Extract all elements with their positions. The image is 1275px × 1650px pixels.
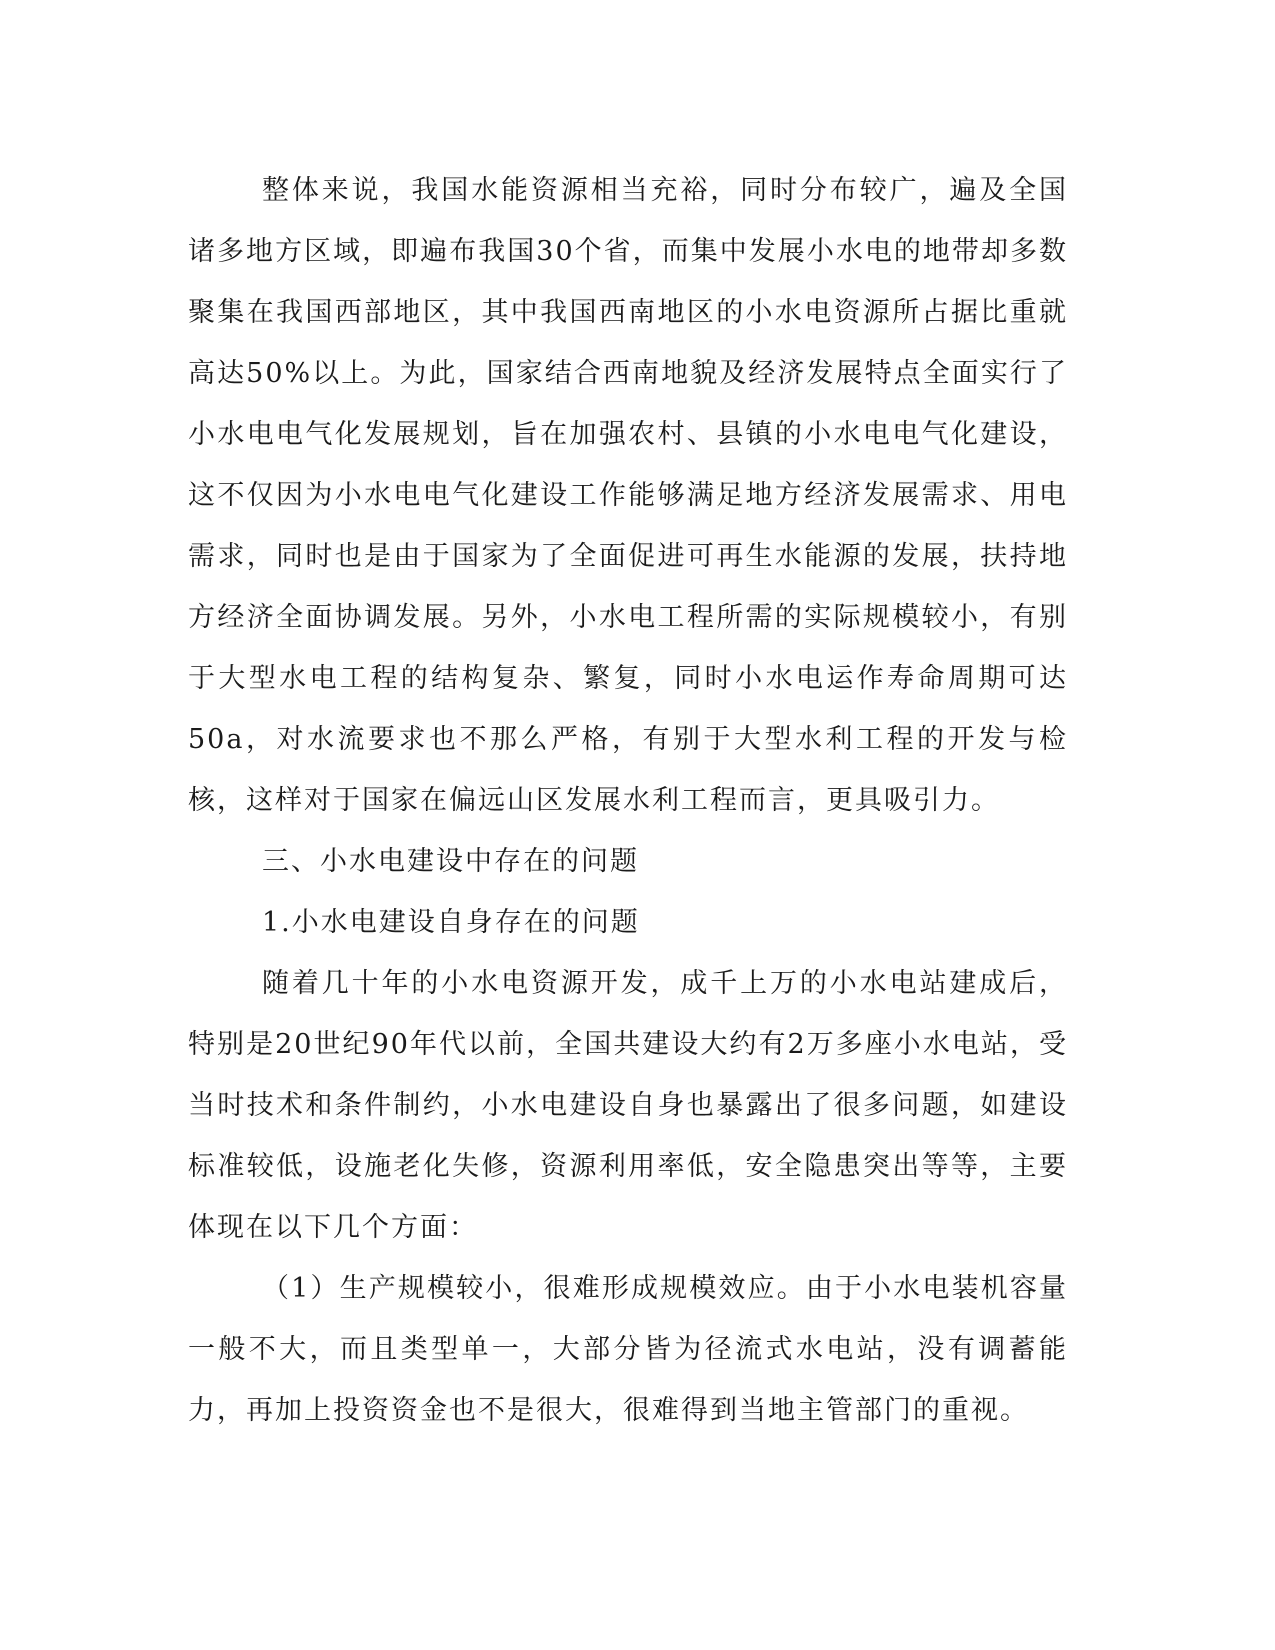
paragraph-item-1-small-scale: （1）生产规模较小，很难形成规模效应。由于小水电装机容量一般不大，而且类型单一，大部分皆为径流式水电站，没有调蓄能力，再加上投资资金也不是很大，很难得到当地主管部门的重视。 [188,1273,1068,1426]
paragraph-water-resources-overview: 整体来说，我国水能资源相当充裕，同时分布较广，遍及全国诸多地方区域，即遍布我国30个省，而集中发展小水电的地带却多数聚集在我国西部地区，其中我国西南地区的小水电资源所占据比重就高达50%以上。为此，国家结合西南地貌及经济发展特点全面实行了小水电电气化发展规划，旨在加强农村、县镇的小水电电气化建设，这不仅因为小水电电气化建设工作能够满足地方经济发展需求、用电需求，同时也是由于国家为了全面促进可再生水能源的发展，扶持地方经济全面协调发展。另外，小水电工程所需的实际规模较小，有别于大型水电工程的结构复杂、繁复，同时小水电运作寿命周期可达50a，对水流要求也不那么严格，有别于大型水利工程的开发与检核，这样对于国家在偏远山区发展水利工程而言，更具吸引力。 [188,175,1068,816]
paragraph-development-history: 随着几十年的小水电资源开发，成千上万的小水电站建成后，特别是20世纪90年代以前，全国共建设大约有2万多座小水电站，受当时技术和条件制约，小水电建设自身也暴露出了很多问题，如建设标准较低，设施老化失修，资源利用率低，安全隐患突出等等，主要体现在以下几个方面： [188,968,1068,1243]
section-heading-problems: 三、小水电建设中存在的问题 [262,846,639,877]
subsection-heading-self-problems: 1.小水电建设自身存在的问题 [262,907,640,938]
document-body [188,160,1068,1441]
